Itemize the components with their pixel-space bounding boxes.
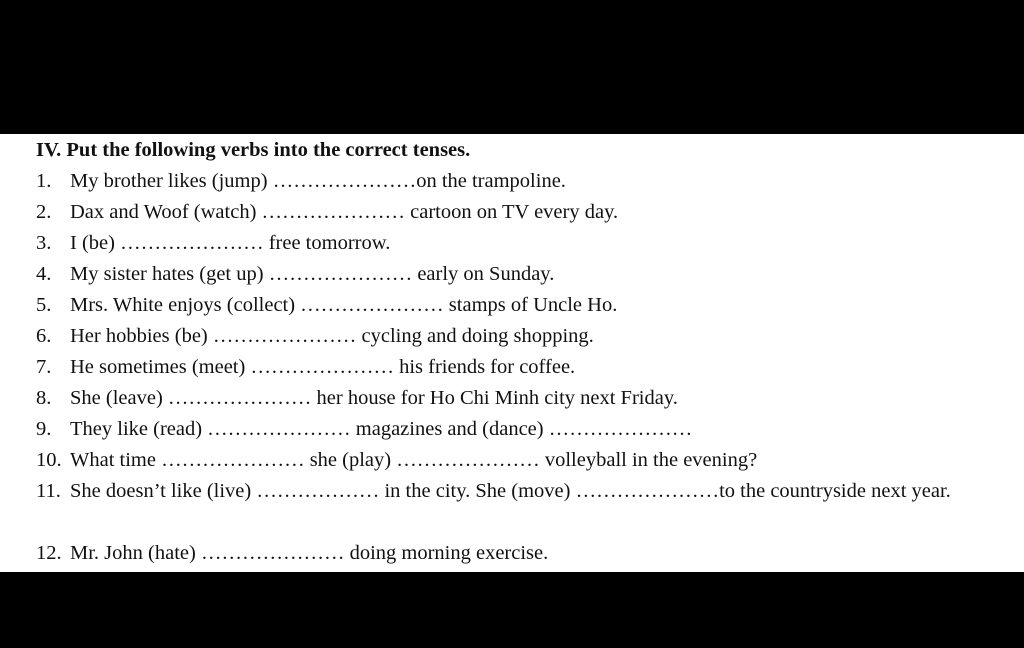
item-text: They like (read) ………………… magazines and (dance) ………………… (70, 418, 693, 440)
item-number: 5. (36, 294, 52, 316)
exercise-item-2 (36, 197, 1011, 228)
item-text: I (be) ………………… free tomorrow. (70, 232, 391, 254)
exercise-title: IV. Put the following verbs into the correct tenses. (36, 139, 471, 161)
item-text: Mr. John (hate) ………………… doing morning exercise. (70, 542, 549, 564)
exercise-item-11 (36, 476, 1011, 538)
exercise-item-6 (36, 321, 1011, 352)
exercise-item-7 (36, 352, 1011, 383)
item-number: 11. (36, 480, 61, 502)
item-number: 1. (36, 170, 52, 192)
item-number: 12. (36, 542, 62, 564)
item-text: She doesn’t like (live) ……………… in the city. She (move) …………………to the countryside next year. (70, 480, 951, 502)
item-text: My sister hates (get up) ………………… early on Sunday. (70, 263, 555, 285)
item-number: 7. (36, 356, 52, 378)
exercise-item-9 (36, 414, 1011, 445)
item-number: 3. (36, 232, 52, 254)
exercise-item-3 (36, 228, 1011, 259)
exercise-item-8 (36, 383, 1011, 414)
item-number: 6. (36, 325, 52, 347)
worksheet-page (0, 134, 1024, 572)
item-number: 2. (36, 201, 52, 223)
exercise-item-10 (36, 445, 1011, 476)
exercise-item-4 (36, 259, 1011, 290)
item-text: She (leave) ………………… her house for Ho Chi Minh city next Friday. (70, 387, 678, 409)
exercise-item-1 (36, 166, 1011, 197)
exercise-item-5 (36, 290, 1011, 321)
exercise-section (36, 135, 1011, 569)
item-text: Her hobbies (be) ………………… cycling and doing shopping. (70, 325, 594, 347)
item-text: My brother likes (jump) …………………on the trampoline. (70, 170, 566, 192)
item-text: Mrs. White enjoys (collect) ………………… stamps of Uncle Ho. (70, 294, 618, 316)
item-number: 10. (36, 449, 62, 471)
exercise-item-12 (36, 538, 1011, 569)
item-text: He sometimes (meet) ………………… his friends for coffee. (70, 356, 576, 378)
item-text: Dax and Woof (watch) ………………… cartoon on TV every day. (70, 201, 619, 223)
item-number: 8. (36, 387, 52, 409)
item-text: What time ………………… she (play) ………………… volleyball in the evening? (70, 449, 758, 471)
item-number: 4. (36, 263, 52, 285)
item-number: 9. (36, 418, 52, 440)
